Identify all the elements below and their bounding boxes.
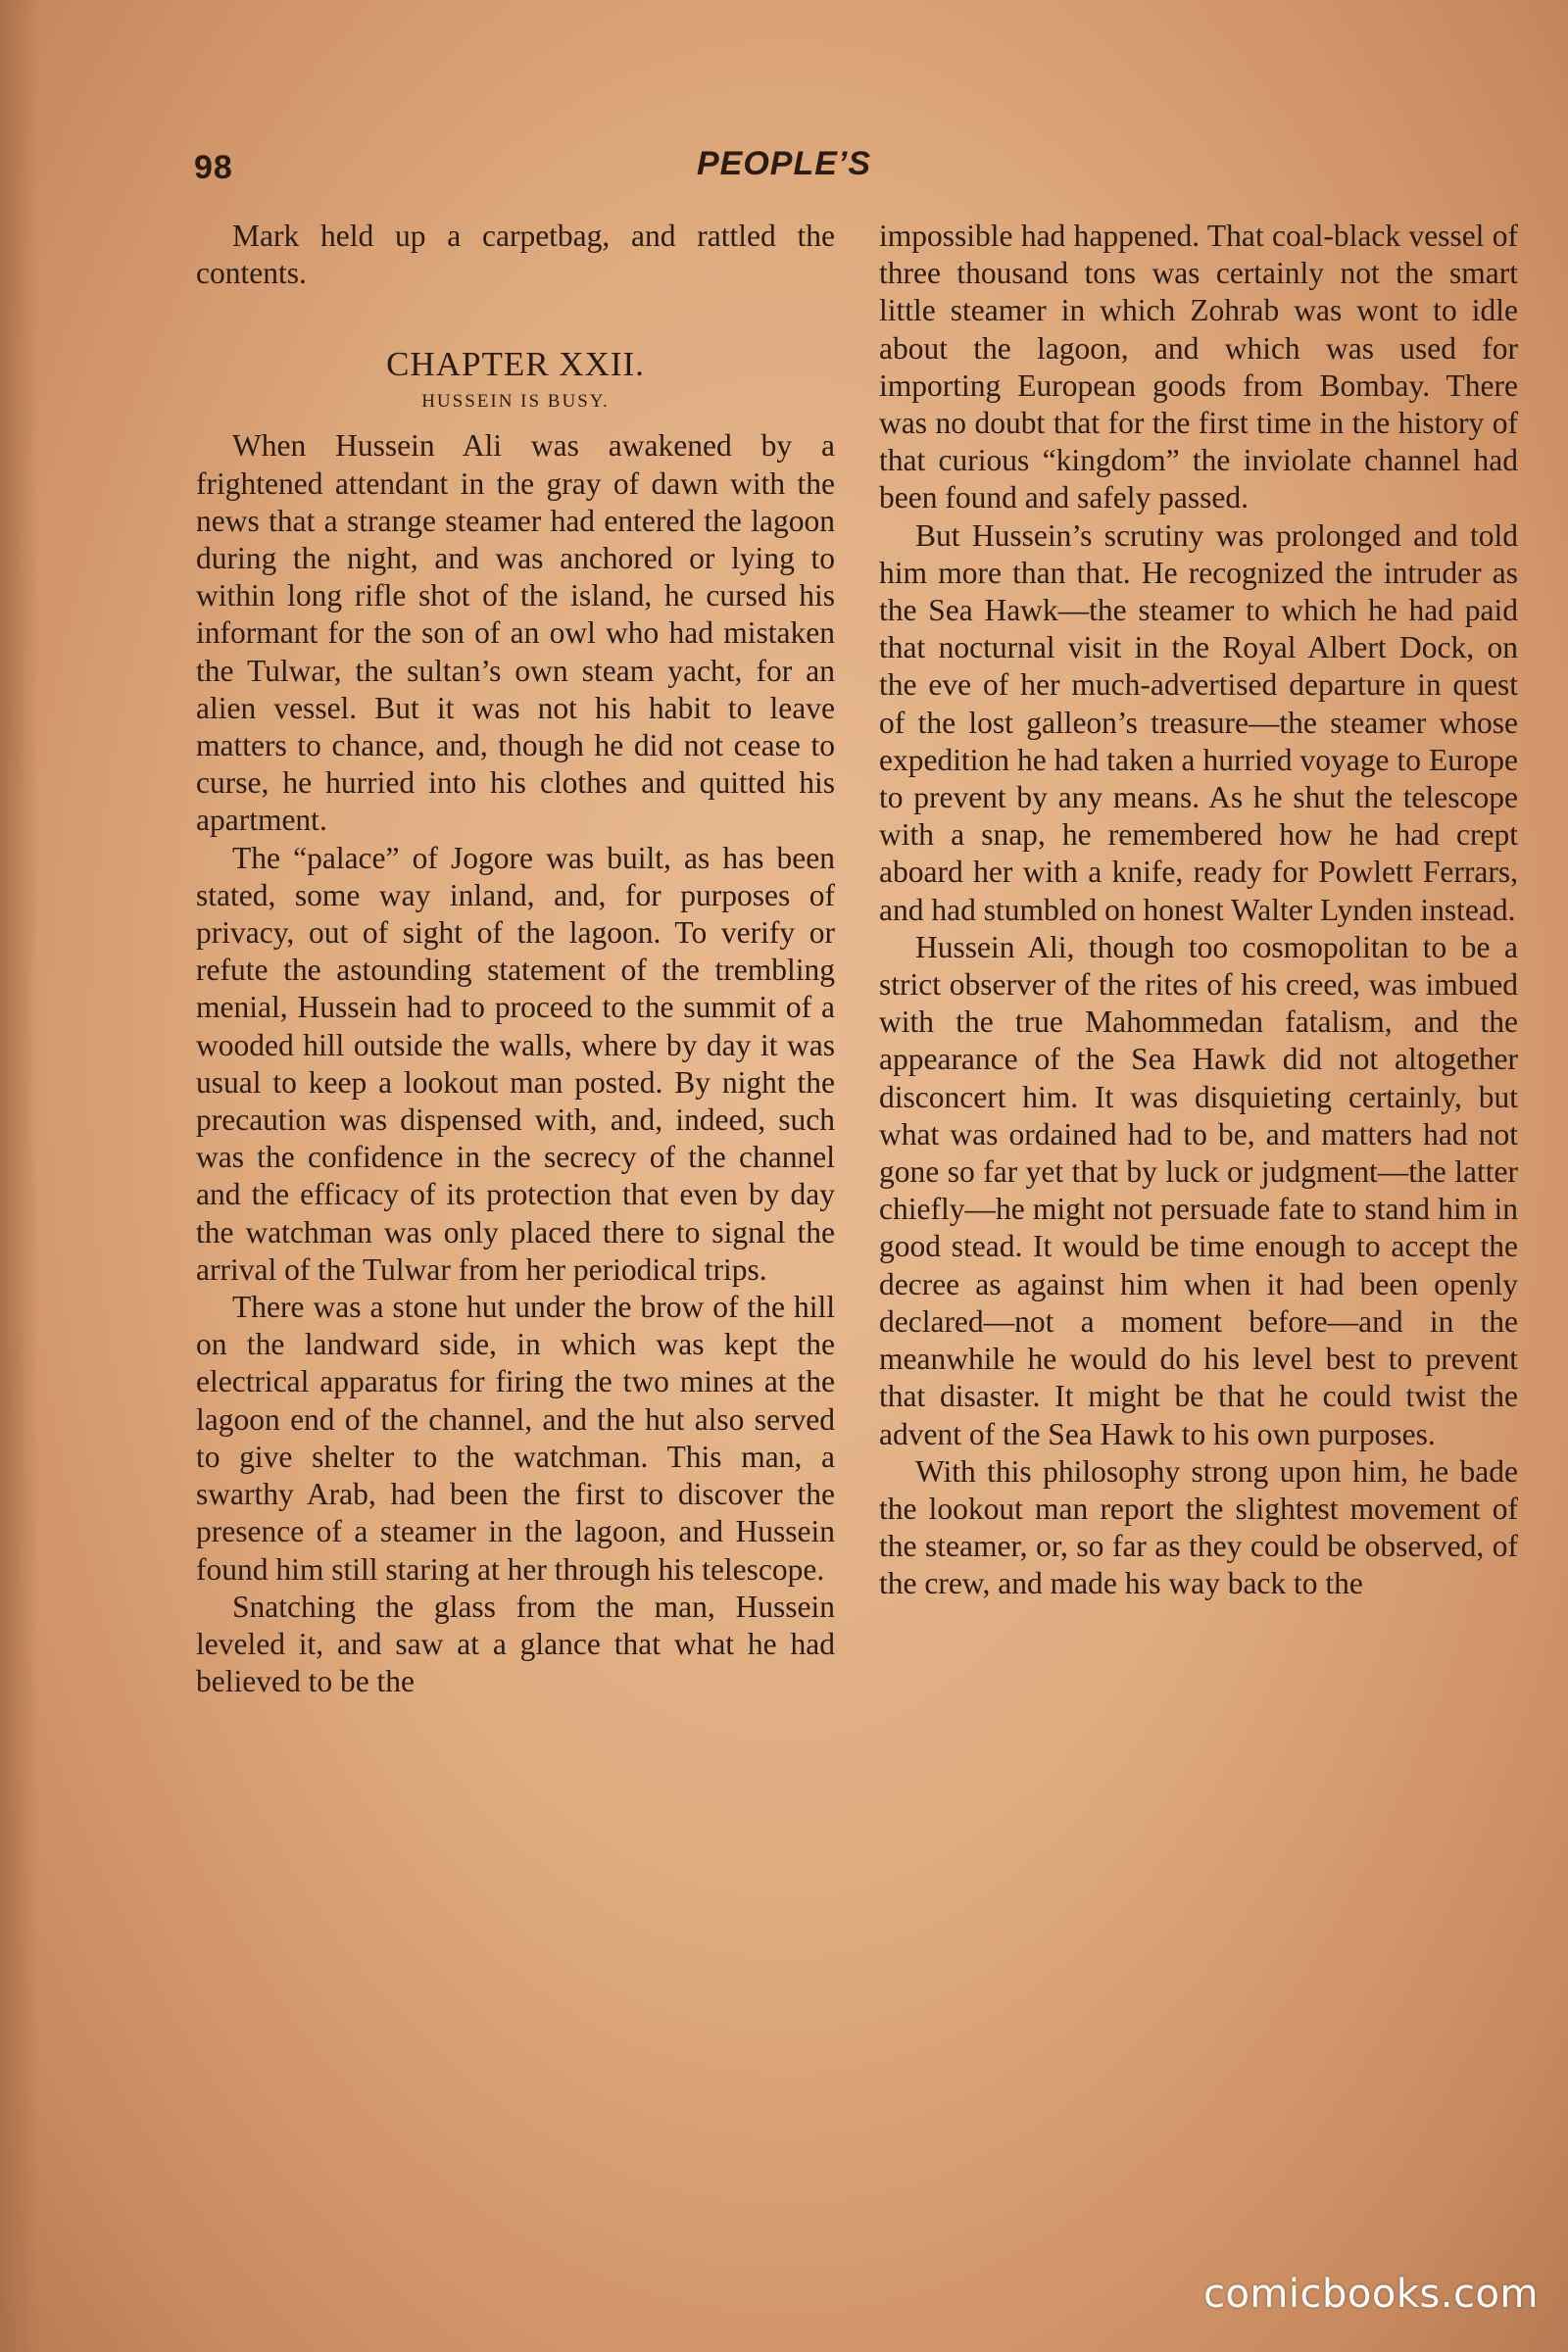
- page-number: 98: [194, 149, 233, 186]
- paragraph: impossible had happened. That coal-black vessel of three thousand tons was certainly not the smart little steamer in which Zohrab was wont to idle about the lagoon, and which was used for importing European goods from Bombay. There was no doubt that for the first time in the history of that curious “kingdom” the inviolate channel had been found and safely passed.: [879, 219, 1518, 515]
- paragraph: Snatching the glass from the man, Hussein leveled it, and saw at a glance that what he had believed to be the: [196, 1589, 835, 1699]
- paragraph: The “palace” of Jogore was built, as has been stated, some way inland, and, for purposes of privacy, out of sight of the lagoon. To verify or refute the astounding statement of the trembling menial, Hussein had to proceed to the summit of a wooded hill outside the walls, where by day it was usual to keep a lookout man posted. By night the precaution was dispensed with, and, indeed, such was the confidence in the secrecy of the channel and the efficacy of its protection that even by day the watchman was only placed there to signal the arrival of the Tulwar from her periodical trips.: [196, 840, 835, 1287]
- page-edge-shadow: [0, 0, 39, 2352]
- left-column: [196, 218, 835, 1700]
- running-head: PEOPLE’S: [696, 145, 872, 182]
- paragraph: With this philosophy strong upon him, he bade the lookout man report the slightest movement of the steamer, or, so far as they could be observed, of the crew, and made his way back to the: [879, 1453, 1518, 1601]
- paragraph: But Hussein’s scrutiny was prolonged and told him more than that. He recognized the intruder as the Sea Hawk—the steamer to which he had paid that nocturnal visit in the Royal Albert Dock, on the eve of her much-advertised departure in quest of the lost galleon’s treasure—the steamer whose expedition he had taken a hurried voyage to Europe to prevent by any means. As he shut the telescope with a snap, he remembered how he had crept aboard her with a knife, ready for Powlett Ferrars, and had stumbled on honest Walter Lynden instead.: [879, 517, 1518, 927]
- right-column: [879, 218, 1518, 1603]
- paragraph: When Hussein Ali was awakened by a frightened attendant in the gray of dawn with the news that a strange steamer had entered the lagoon during the night, and was anchored or lying to within long rifle shot of the island, he cursed his informant for the son of an owl who had mistaken the Tulwar, the sultan’s own steam yacht, for an alien vessel. But it was not his habit to leave matters to chance, and, though he did not cease to curse, he hurried into his clothes and quitted his apartment.: [196, 428, 835, 838]
- watermark-logo: comicbooks.com: [1202, 2272, 1539, 2317]
- chapter-subtitle: HUSSEIN IS BUSY.: [421, 391, 610, 413]
- paragraph: Hussein Ali, though too cosmopolitan to be a strict observer of the rites of his creed, was imbued with the true Mahommedan fatalism, and the appearance of the Sea Hawk did not altogether disconcert him. It was disquieting certainly, but what was ordained had to be, and matters had not gone so far yet that by luck or judgment—the latter chiefly—he might not persuade fate to stand him in good stead. It would be time enough to accept the decree as against him when it had been openly declared—not a moment before—and in the meanwhile he would do his level best to prevent that disaster. It might be that he could twist the advent of the Sea Hawk to his own purposes.: [879, 929, 1518, 1451]
- paragraph: There was a stone hut under the brow of the hill on the landward side, in which was kept the electrical apparatus for firing the two mines at the lagoon end of the channel, and the hut also served to give shelter to the watchman. This man, a swarthy Arab, had been the first to discover the presence of a steamer in the lagoon, and Hussein found him still staring at her through his telescope.: [196, 1290, 835, 1587]
- chapter-title: CHAPTER XXII.: [386, 345, 645, 384]
- opening-paragraph: Mark held up a carpetbag, and rattled the contents.: [196, 219, 835, 291]
